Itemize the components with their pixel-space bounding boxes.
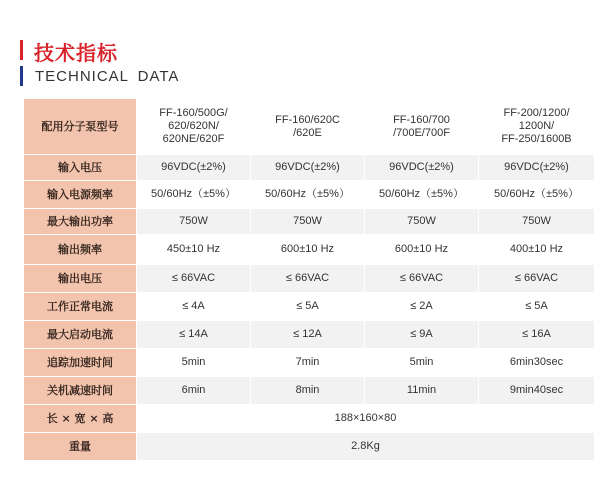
row-label: 关机减速时间 bbox=[24, 377, 137, 405]
row-label: 配用分子泵型号 bbox=[24, 99, 137, 155]
table-cell: 50/60Hz（±5%） bbox=[479, 181, 595, 209]
table-row bbox=[24, 181, 595, 209]
row-label: 输入电源频率 bbox=[24, 181, 137, 209]
table-cell: 5min bbox=[365, 349, 479, 377]
table-row bbox=[24, 155, 595, 181]
model-line: FF-200/1200/ bbox=[503, 107, 570, 119]
row-label: 工作正常电流 bbox=[24, 293, 137, 321]
table-cell: 11min bbox=[365, 377, 479, 405]
table-cell: 50/60Hz（±5%） bbox=[251, 181, 365, 209]
table-cell: 750W bbox=[251, 209, 365, 235]
model-line: /700E/700F bbox=[393, 126, 450, 139]
table-cell: 750W bbox=[479, 209, 595, 235]
table-cell: 96VDC(±2%) bbox=[479, 155, 595, 181]
table-cell: 6min bbox=[137, 377, 251, 405]
table-row bbox=[24, 321, 595, 349]
table-cell: 750W bbox=[365, 209, 479, 235]
table-cell: ≤ 66VAC bbox=[365, 265, 479, 293]
table-cell: ≤ 66VAC bbox=[137, 265, 251, 293]
table-cell: ≤ 16A bbox=[479, 321, 595, 349]
table-cell: ≤ 66VAC bbox=[479, 265, 595, 293]
row-label: 输出频率 bbox=[24, 235, 137, 265]
table-cell: 400±10 Hz bbox=[479, 235, 595, 265]
table-row bbox=[24, 405, 595, 433]
table-row bbox=[24, 265, 595, 293]
model-line: 1200N/ bbox=[518, 120, 555, 132]
model-cell bbox=[479, 99, 595, 155]
table-row bbox=[24, 235, 595, 265]
model-cell bbox=[251, 99, 365, 155]
model-line: FF-250/1600B bbox=[501, 133, 572, 145]
accent-bar-blue bbox=[20, 66, 23, 86]
model-line: /620E bbox=[293, 126, 322, 139]
table-cell: 96VDC(±2%) bbox=[365, 155, 479, 181]
table-cell: 5min bbox=[137, 349, 251, 377]
page-subtitle: TECHNICAL DATA bbox=[35, 68, 180, 85]
page-title: 技术指标 bbox=[34, 41, 118, 65]
model-line: FF-160/500G/ bbox=[159, 107, 228, 119]
table-row bbox=[24, 349, 595, 377]
table-cell: 600±10 Hz bbox=[365, 235, 479, 265]
model-line: FF-160/620C bbox=[275, 113, 340, 126]
table-row bbox=[24, 293, 595, 321]
table-cell: 450±10 Hz bbox=[137, 235, 251, 265]
header bbox=[20, 32, 600, 92]
model-line: 620NE/620F bbox=[162, 133, 225, 145]
table-cell-merged: 2.8Kg bbox=[137, 433, 595, 461]
table-cell: 600±10 Hz bbox=[251, 235, 365, 265]
table-cell: 50/60Hz（±5%） bbox=[365, 181, 479, 209]
row-label: 输入电压 bbox=[24, 155, 137, 181]
table-cell: ≤ 12A bbox=[251, 321, 365, 349]
table-row bbox=[24, 99, 595, 155]
table-cell: ≤ 9A bbox=[365, 321, 479, 349]
table-cell: ≤ 5A bbox=[251, 293, 365, 321]
table-cell: ≤ 4A bbox=[137, 293, 251, 321]
model-line: 620/620N/ bbox=[168, 120, 219, 132]
table-cell: ≤ 2A bbox=[365, 293, 479, 321]
table-cell: ≤ 14A bbox=[137, 321, 251, 349]
table-row bbox=[24, 433, 595, 461]
row-label: 最大启动电流 bbox=[24, 321, 137, 349]
table-cell: 96VDC(±2%) bbox=[137, 155, 251, 181]
model-line: FF-160/700 bbox=[393, 113, 450, 126]
table-cell-merged: 188×160×80 bbox=[137, 405, 595, 433]
table-cell: ≤ 5A bbox=[479, 293, 595, 321]
table-cell: 7min bbox=[251, 349, 365, 377]
table-cell: ≤ 66VAC bbox=[251, 265, 365, 293]
table-cell: 9min40sec bbox=[479, 377, 595, 405]
row-label: 输出电压 bbox=[24, 265, 137, 293]
table-cell: 8min bbox=[251, 377, 365, 405]
table-cell: 6min30sec bbox=[479, 349, 595, 377]
row-label: 追踪加速时间 bbox=[24, 349, 137, 377]
row-label: 重量 bbox=[24, 433, 137, 461]
spec-table bbox=[23, 98, 595, 461]
table-cell: 750W bbox=[137, 209, 251, 235]
row-label: 长 × 宽 × 高 bbox=[24, 405, 137, 433]
model-cell bbox=[137, 99, 251, 155]
accent-bar-red bbox=[20, 40, 23, 60]
row-label: 最大输出功率 bbox=[24, 209, 137, 235]
model-cell bbox=[365, 99, 479, 155]
table-row bbox=[24, 377, 595, 405]
table-row bbox=[24, 209, 595, 235]
table-cell: 50/60Hz（±5%） bbox=[137, 181, 251, 209]
table-cell: 96VDC(±2%) bbox=[251, 155, 365, 181]
